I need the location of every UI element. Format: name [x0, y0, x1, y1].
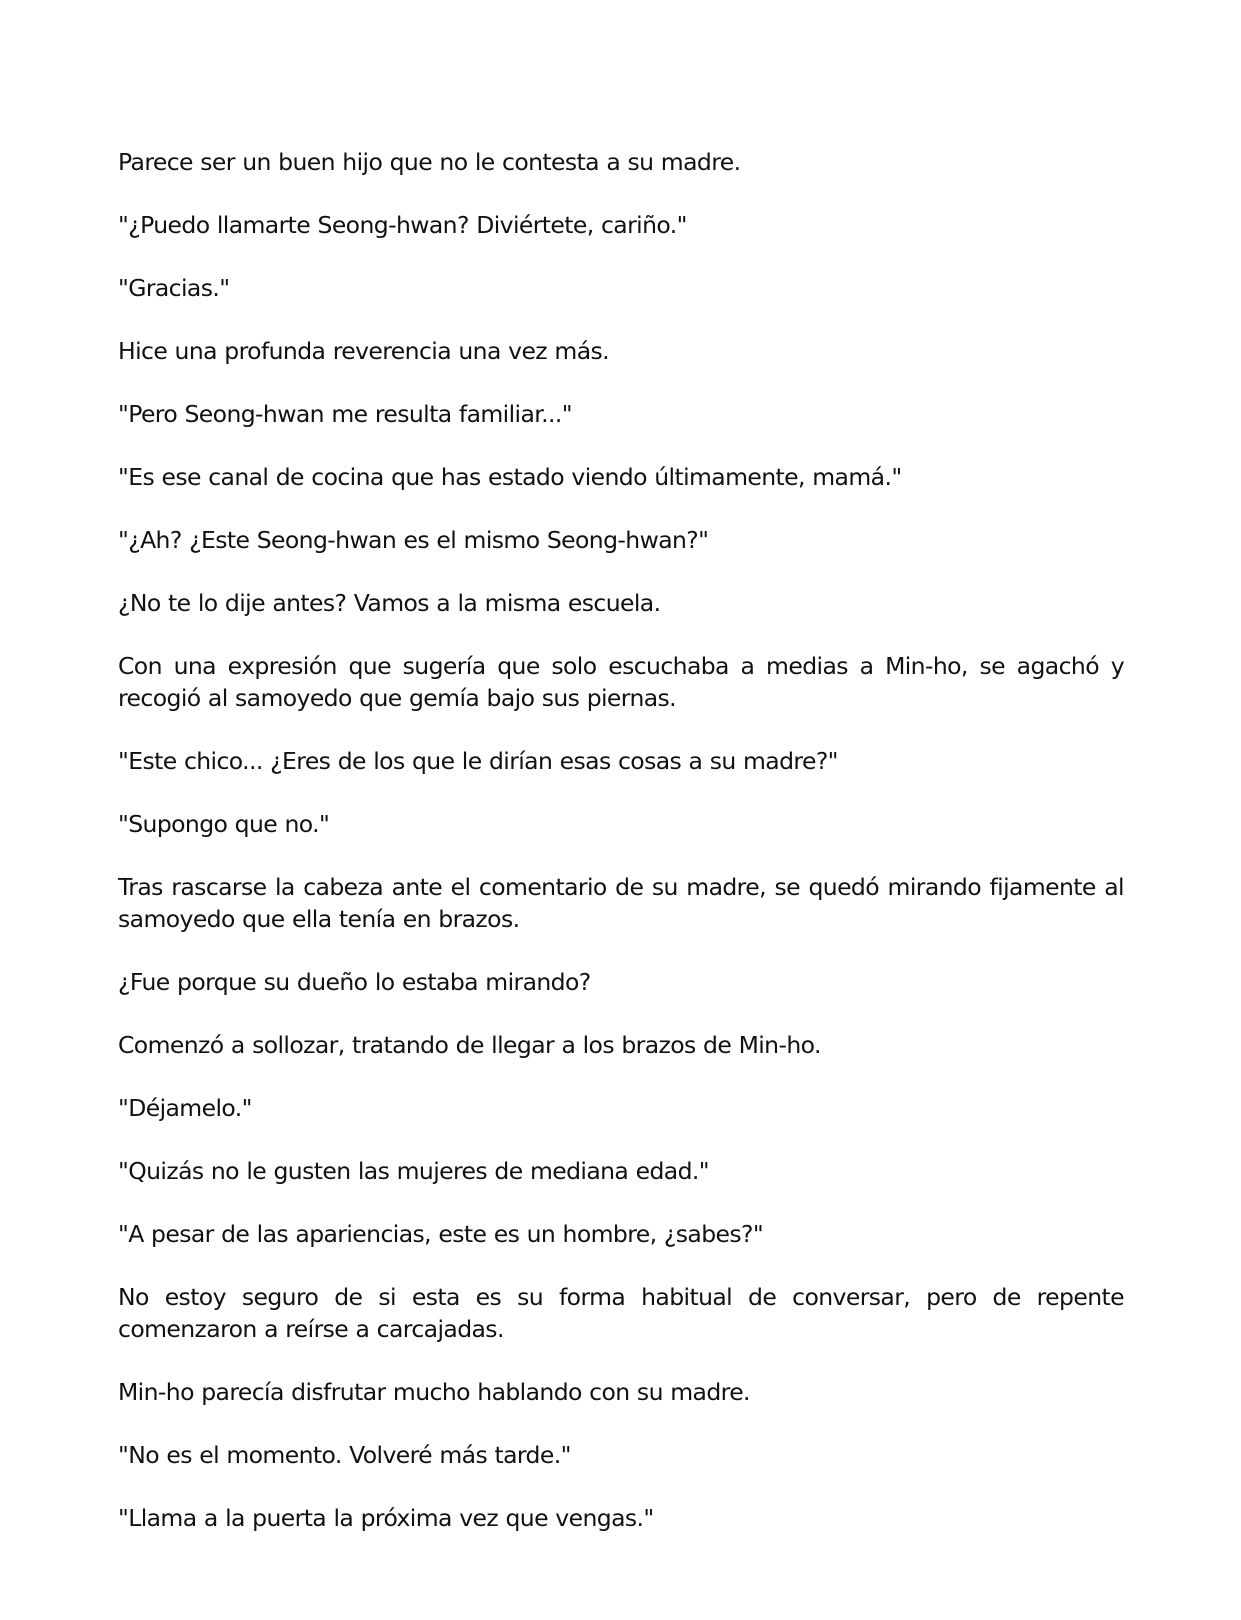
paragraph: Min-ho parecía disfrutar mucho hablando con su madre.	[118, 1378, 750, 1406]
paragraph: No estoy seguro de si esta es su forma habitual de conversar, pero de repente comenzaron a reírse a carcajadas.	[118, 1283, 1124, 1343]
paragraph: Hice una profunda reverencia una vez más.	[118, 337, 610, 365]
paragraph: "Gracias."	[118, 274, 230, 302]
paragraph: "¿Ah? ¿Este Seong-hwan es el mismo Seong-hwan?"	[118, 526, 709, 554]
paragraph: Tras rascarse la cabeza ante el comentario de su madre, se quedó mirando fijamente al samoyedo que ella tenía en brazos.	[118, 873, 1124, 933]
paragraph: "A pesar de las apariencias, este es un hombre, ¿sabes?"	[118, 1220, 764, 1248]
paragraph: Parece ser un buen hijo que no le contesta a su madre.	[118, 148, 741, 176]
paragraph: ¿Fue porque su dueño lo estaba mirando?	[118, 968, 591, 996]
paragraph: Comenzó a sollozar, tratando de llegar a los brazos de Min-ho.	[118, 1031, 821, 1059]
paragraph: "Quizás no le gusten las mujeres de mediana edad."	[118, 1157, 709, 1185]
paragraph: Con una expresión que sugería que solo escuchaba a medias a Min-ho, se agachó y recogió al samoyedo que gemía bajo sus piernas.	[118, 652, 1124, 712]
document-body	[118, 146, 1124, 1565]
paragraph: "¿Puedo llamarte Seong-hwan? Diviértete, cariño."	[118, 211, 687, 239]
paragraph: "Supongo que no."	[118, 810, 330, 838]
paragraph: "Pero Seong-hwan me resulta familiar..."	[118, 400, 572, 428]
paragraph: "Llama a la puerta la próxima vez que vengas."	[118, 1504, 654, 1532]
paragraph: "No es el momento. Volveré más tarde."	[118, 1441, 571, 1469]
paragraph: "Es ese canal de cocina que has estado viendo últimamente, mamá."	[118, 463, 902, 491]
paragraph: ¿No te lo dije antes? Vamos a la misma escuela.	[118, 589, 661, 617]
paragraph: "Este chico... ¿Eres de los que le dirían esas cosas a su madre?"	[118, 747, 838, 775]
paragraph: "Déjamelo."	[118, 1094, 252, 1122]
